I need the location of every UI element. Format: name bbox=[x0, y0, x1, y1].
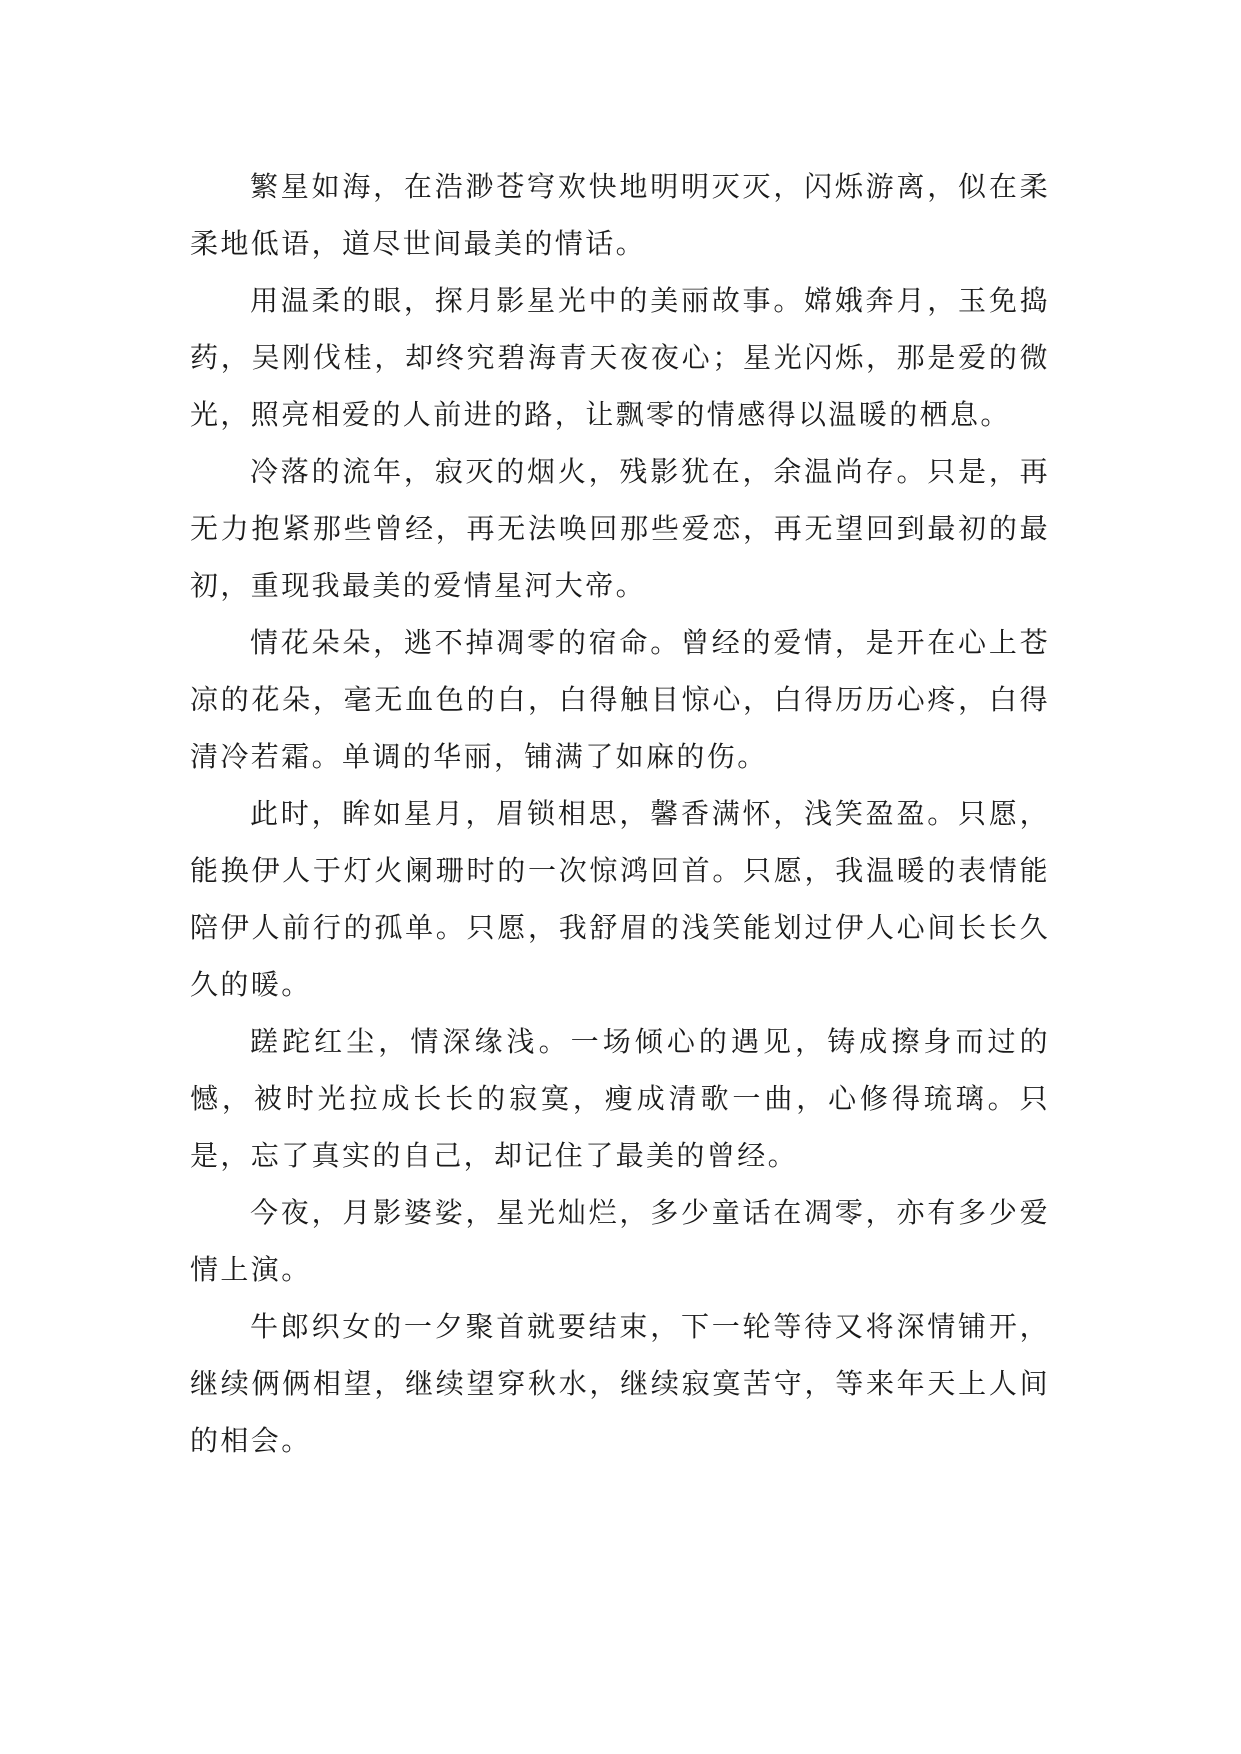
paragraph-6: 蹉跎红尘，情深缘浅。一场倾心的遇见，铸成擦身而过的憾，被时光拉成长长的寂寞，瘦成清歌一曲，心修得琉璃。只是，忘了真实的自己，却记住了最美的曾经。 bbox=[190, 1025, 1050, 1172]
paragraph-5: 此时，眸如星月，眉锁相思，馨香满怀，浅笑盈盈。只愿，能换伊人于灯火阑珊时的一次惊鸿回首。只愿，我温暖的表情能陪伊人前行的孤单。只愿，我舒眉的浅笑能划过伊人心间长长久久的暖。 bbox=[190, 797, 1050, 1001]
paragraph-8: 牛郎织女的一夕聚首就要结束，下一轮等待又将深情铺开，继续俩俩相望，继续望穿秋水，继续寂寞苦守，等来年天上人间的相会。 bbox=[190, 1310, 1050, 1457]
paragraph-2: 用温柔的眼，探月影星光中的美丽故事。嫦娥奔月，玉免捣药，吴刚伐桂，却终究碧海青天夜夜心；星光闪烁，那是爱的微光，照亮相爱的人前进的路，让飘零的情感得以温暖的栖息。 bbox=[190, 284, 1050, 431]
document-body bbox=[190, 158, 1050, 1469]
paragraph-7: 今夜，月影婆娑，星光灿烂，多少童话在凋零，亦有多少爱情上演。 bbox=[190, 1196, 1050, 1286]
paragraph-3: 冷落的流年，寂灭的烟火，残影犹在，余温尚存。只是，再无力抱紧那些曾经，再无法唤回那些爱恋，再无望回到最初的最初，重现我最美的爱情星河大帝。 bbox=[190, 455, 1050, 602]
paragraph-4: 情花朵朵，逃不掉凋零的宿命。曾经的爱情，是开在心上苍凉的花朵，毫无血色的白，白得触目惊心，白得历历心疼，白得清冷若霜。单调的华丽，铺满了如麻的伤。 bbox=[190, 626, 1050, 773]
paragraph-1: 繁星如海，在浩渺苍穹欢快地明明灭灭，闪烁游离，似在柔柔地低语，道尽世间最美的情话。 bbox=[190, 170, 1050, 260]
